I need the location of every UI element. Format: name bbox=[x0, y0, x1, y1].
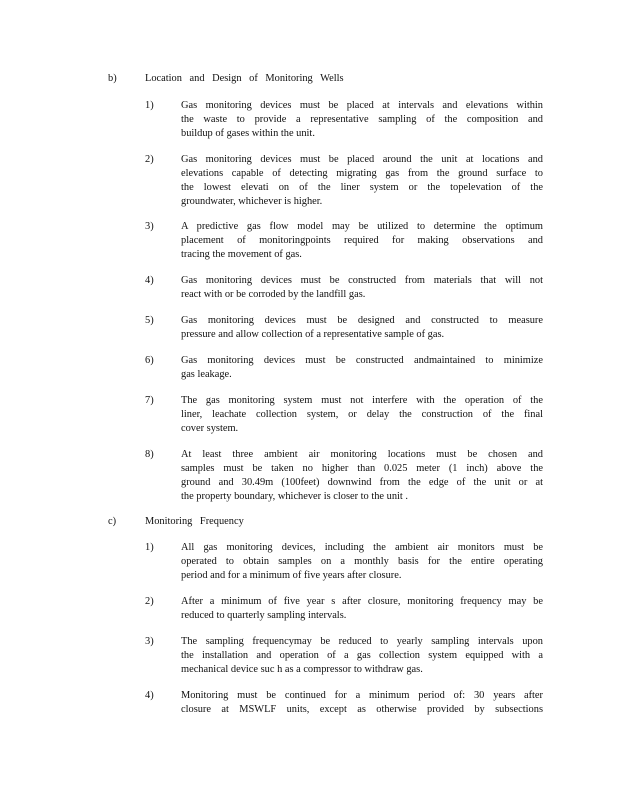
item-line: Gas monitoring devices must be designed and constructed to measure bbox=[181, 315, 543, 326]
item-number: 4) bbox=[145, 275, 154, 286]
item-line: period and for a minimum of five years after closure. bbox=[181, 570, 402, 581]
item-line: samples must be taken no higher than 0.025 meter (1 inch) above the bbox=[181, 463, 543, 474]
item-number: 6) bbox=[145, 355, 154, 366]
item-number: 1) bbox=[145, 100, 154, 111]
item-number: 8) bbox=[145, 449, 154, 460]
item-line: After a minimum of five year s after closure, monitoring frequency may be bbox=[181, 596, 543, 607]
item-line: gas leakage. bbox=[181, 369, 232, 380]
item-line: Gas monitoring devices must be constructed andmaintained to minimize bbox=[181, 355, 543, 366]
item-line: the installation and operation of a gas collection system equipped with a bbox=[181, 650, 543, 661]
item-line: Monitoring must be continued for a minimum period of: 30 years after bbox=[181, 690, 543, 701]
item-line: The gas monitoring system must not interfere with the operation of the bbox=[181, 395, 543, 406]
item-line: liner, leachate collection system, or delay the construction of the final bbox=[181, 409, 543, 420]
item-line: Gas monitoring devices must be placed around the unit at locations and bbox=[181, 154, 543, 165]
item-line: reduced to quarterly sampling intervals. bbox=[181, 610, 347, 621]
item-line: the lowest elevati on of the liner system or the topelevation of the bbox=[181, 182, 543, 193]
section-c-title: Monitoring Frequency bbox=[145, 516, 244, 527]
item-line: buildup of gases within the unit. bbox=[181, 128, 315, 139]
item-line: ground and 30.49m (100feet) downwind from the edge of the unit or at bbox=[181, 477, 543, 488]
item-line: tracing the movement of gas. bbox=[181, 249, 302, 260]
item-line: Gas monitoring devices must be placed at intervals and elevations within bbox=[181, 100, 543, 111]
item-number: 3) bbox=[145, 221, 154, 232]
item-line: elevations capable of detecting migrating gas from the ground surface to bbox=[181, 168, 543, 179]
item-line: closure at MSWLF units, except as otherwise provided by subsections bbox=[181, 704, 543, 715]
item-line: The sampling frequencymay be reduced to yearly sampling intervals upon bbox=[181, 636, 543, 647]
item-line: groundwater, whichever is higher. bbox=[181, 196, 323, 207]
item-line: react with or be corroded by the landfill gas. bbox=[181, 289, 366, 300]
item-line: the property boundary, whichever is closer to the unit . bbox=[181, 491, 408, 502]
section-b-title: Location and Design of Monitoring Wells bbox=[145, 73, 344, 84]
item-line: All gas monitoring devices, including the ambient air monitors must be bbox=[181, 542, 543, 553]
item-line: the waste to provide a representative sampling of the composition and bbox=[181, 114, 543, 125]
item-number: 4) bbox=[145, 690, 154, 701]
item-line: A predictive gas flow model may be utilized to determine the optimum bbox=[181, 221, 543, 232]
item-line: placement of monitoringpoints required for making observations and bbox=[181, 235, 543, 246]
item-line: At least three ambient air monitoring locations must be chosen and bbox=[181, 449, 543, 460]
item-number: 7) bbox=[145, 395, 154, 406]
section-c-label: c) bbox=[108, 516, 117, 527]
item-line: pressure and allow collection of a representative sample of gas. bbox=[181, 329, 445, 340]
item-line: operated to obtain samples on a monthly basis for the entire operating bbox=[181, 556, 543, 567]
item-number: 2) bbox=[145, 154, 154, 165]
item-number: 3) bbox=[145, 636, 154, 647]
item-line: mechanical device suc h as a compressor to withdraw gas. bbox=[181, 664, 423, 675]
item-line: cover system. bbox=[181, 423, 239, 434]
item-line: Gas monitoring devices must be constructed from materials that will not bbox=[181, 275, 543, 286]
section-b-label: b) bbox=[108, 73, 117, 84]
item-number: 2) bbox=[145, 596, 154, 607]
item-number: 5) bbox=[145, 315, 154, 326]
item-number: 1) bbox=[145, 542, 154, 553]
